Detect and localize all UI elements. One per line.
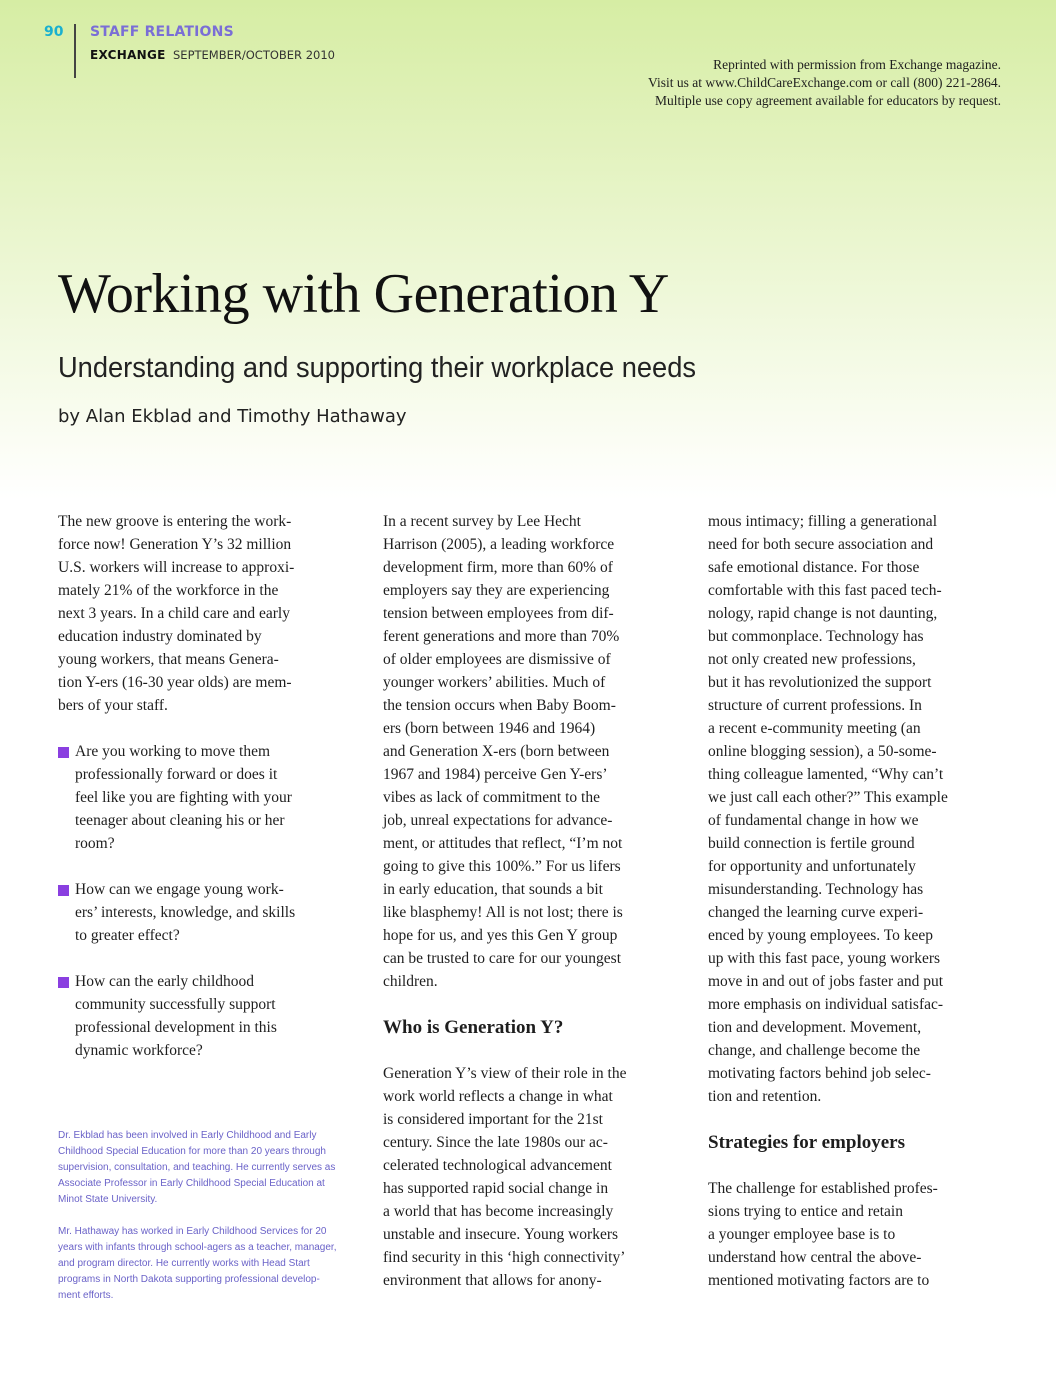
list-item (58, 970, 348, 1062)
bio-line: Childhood Special Education for more than 20 years through (58, 1146, 326, 1157)
section-label: STAFF RELATIONS (90, 24, 234, 40)
text-line: hope for us, and yes this Gen Y group (383, 927, 618, 944)
bio-line: ment efforts. (58, 1290, 114, 1301)
magazine-name: EXCHANGE (90, 48, 166, 62)
text-line: bers of your staff. (58, 697, 168, 714)
text-line: young workers, that means Genera- (58, 651, 279, 668)
text-line: century. Since the late 1980s our ac- (383, 1134, 608, 1151)
text-line: but commonplace. Technology has (708, 628, 924, 645)
column-2 (383, 510, 673, 1292)
text-line: ers’ interests, knowledge, and skills (75, 904, 296, 921)
text-line: tion and retention. (708, 1088, 822, 1105)
text-line: ers (born between 1946 and 1964) (383, 720, 596, 737)
reprint-line: Multiple use copy agreement available for educators by request. (655, 93, 1001, 108)
text-line: U.S. workers will increase to approxi- (58, 559, 295, 576)
text-line: of fundamental change in how we (708, 812, 919, 829)
text-line: find security in this ‘high connectivity’ (383, 1249, 626, 1266)
text-line: ferent generations and more than 70% (383, 628, 620, 645)
text-line: nology, rapid change is not daunting, (708, 605, 938, 622)
text-line: next 3 years. In a child care and early (58, 605, 290, 622)
text-line: How can we engage young work- (75, 881, 284, 898)
text-line: younger workers’ abilities. Much of (383, 674, 606, 691)
text-line: of older employees are dismissive of (383, 651, 611, 668)
text-line: work world reflects a change in what (383, 1088, 613, 1105)
text-line: has supported rapid social change in (383, 1180, 609, 1197)
text-line: sions trying to entice and retain (708, 1203, 903, 1220)
text-line: and Generation X-ers (born between (383, 743, 610, 760)
text-line: is considered important for the 21st (383, 1111, 603, 1128)
text-line: unstable and insecure. Young workers (383, 1226, 619, 1243)
text-line: in early education, that sounds a bit (383, 881, 603, 898)
bullet-square-icon (58, 977, 69, 988)
paragraph (383, 1062, 673, 1292)
text-line: like blasphemy! All is not lost; there is (383, 904, 623, 921)
text-line: build connection is fertile ground (708, 835, 915, 852)
bio-line: programs in North Dakota supporting professional develop- (58, 1274, 320, 1285)
list-item (58, 878, 348, 947)
text-line: online blogging session), a 50-some- (708, 743, 937, 760)
author-bio (58, 1128, 358, 1208)
text-line: understand how central the above- (708, 1249, 922, 1266)
text-line: Harrison (2005), a leading workforce (383, 536, 615, 553)
text-line: thing colleague lamented, “Why can’t (708, 766, 944, 783)
text-line: dynamic workforce? (75, 1042, 203, 1059)
text-line: teenager about cleaning his or her (75, 812, 285, 829)
paragraph (708, 1177, 998, 1292)
text-line: community successfully support (75, 996, 276, 1013)
text-line: development firm, more than 60% of (383, 559, 613, 576)
text-line: children. (383, 973, 438, 990)
text-line: job, unreal expectations for advance- (383, 812, 613, 829)
text-line: tension between employees from dif- (383, 605, 614, 622)
running-header (0, 24, 400, 80)
reprint-notice (521, 56, 1001, 110)
bio-line: Minot State University. (58, 1194, 158, 1205)
text-line: mentioned motivating factors are to (708, 1272, 930, 1289)
paragraph (708, 510, 998, 1108)
bio-line: Mr. Hathaway has worked in Early Childhood Services for 20 (58, 1226, 327, 1237)
text-line: for opportunity and unfortunately (708, 858, 916, 875)
text-line: we just call each other?” This example (708, 789, 948, 806)
text-line: ment, or attitudes that reflect, “I’m not (383, 835, 623, 852)
bio-line: and program director. He currently works with Head Start (58, 1258, 310, 1269)
text-line: employers say they are experiencing (383, 582, 610, 599)
author-bios (58, 1128, 358, 1304)
intro-paragraph (58, 510, 348, 717)
text-line: motivating factors behind job selec- (708, 1065, 931, 1082)
reprint-line: Reprinted with permission from Exchange magazine. (713, 57, 1001, 72)
list-item (58, 740, 348, 855)
text-line: a younger employee base is to (708, 1226, 896, 1243)
text-line: celerated technological advancement (383, 1157, 612, 1174)
page-number: 90 (44, 24, 64, 40)
section-heading: Strategies for employers (708, 1132, 905, 1153)
text-line: tion and development. Movement, (708, 1019, 922, 1036)
text-line: Are you working to move them (75, 743, 271, 760)
text-line: professional development in this (75, 1019, 277, 1036)
text-line: safe emotional distance. For those (708, 559, 920, 576)
column-1 (58, 510, 348, 1062)
text-line: going to give this 100%.” For us lifers (383, 858, 621, 875)
reprint-line: Visit us at www.ChildCareExchange.com or call (800) 221-2864. (648, 75, 1001, 90)
text-line: more emphasis on individual satisfac- (708, 996, 944, 1013)
text-line: tion Y-ers (16-30 year olds) are mem- (58, 674, 292, 691)
text-line: need for both secure association and (708, 536, 934, 553)
text-line: professionally forward or does it (75, 766, 278, 783)
text-line: environment that allows for anony- (383, 1272, 602, 1289)
text-line: In a recent survey by Lee Hecht (383, 513, 581, 530)
text-line: The new groove is entering the work- (58, 513, 292, 530)
text-line: changed the learning curve experi- (708, 904, 924, 921)
text-line: mous intimacy; filling a generational (708, 513, 937, 530)
column-3 (708, 510, 998, 1292)
bio-line: Dr. Ekblad has been involved in Early Childhood and Early (58, 1130, 317, 1141)
header-divider (74, 24, 76, 78)
text-line: a recent e-community meeting (an (708, 720, 921, 737)
text-line: change, and challenge become the (708, 1042, 921, 1059)
text-line: feel like you are fighting with your (75, 789, 292, 806)
text-line: comfortable with this fast paced tech- (708, 582, 942, 599)
text-line: mately 21% of the workforce in the (58, 582, 279, 599)
bullet-square-icon (58, 747, 69, 758)
text-line: education industry dominated by (58, 628, 262, 645)
article-title: Working with Generation Y (58, 263, 669, 325)
text-line: How can the early childhood (75, 973, 255, 990)
text-line: room? (75, 835, 115, 852)
text-line: structure of current professions. In (708, 697, 922, 714)
text-line: but it has revolutionized the support (708, 674, 932, 691)
text-line: misunderstanding. Technology has (708, 881, 924, 898)
text-line: Generation Y’s view of their role in the (383, 1065, 627, 1082)
text-line: the tension occurs when Baby Boom- (383, 697, 616, 714)
text-line: up with this fast pace, young workers (708, 950, 941, 967)
bio-line: Associate Professor in Early Childhood Special Education at (58, 1178, 325, 1189)
text-line: enced by young employees. To keep (708, 927, 934, 944)
text-line: can be trusted to care for our youngest (383, 950, 622, 967)
author-bio (58, 1224, 358, 1304)
section-heading: Who is Generation Y? (383, 1017, 564, 1038)
bio-line: years with infants through school-agers as a teacher, manager, (58, 1242, 337, 1253)
text-line: 1967 and 1984) perceive Gen Y-ers’ (383, 766, 608, 783)
bullet-square-icon (58, 885, 69, 896)
text-line: to greater effect? (75, 927, 180, 944)
question-list (58, 717, 348, 1062)
bio-line: supervision, consultation, and teaching. He currently serves as (58, 1162, 336, 1173)
text-line: vibes as lack of commitment to the (383, 789, 600, 806)
paragraph (383, 510, 673, 993)
text-line: not only created new professions, (708, 651, 916, 668)
issue-date: SEPTEMBER/OCTOBER 2010 (173, 48, 335, 62)
text-line: move in and out of jobs faster and put (708, 973, 944, 990)
text-line: The challenge for established profes- (708, 1180, 938, 1197)
article-subtitle: Understanding and supporting their workplace needs (58, 352, 696, 384)
text-line: a world that has become increasingly (383, 1203, 614, 1220)
text-line: force now! Generation Y’s 32 million (58, 536, 292, 553)
byline: by Alan Ekblad and Timothy Hathaway (58, 406, 407, 427)
